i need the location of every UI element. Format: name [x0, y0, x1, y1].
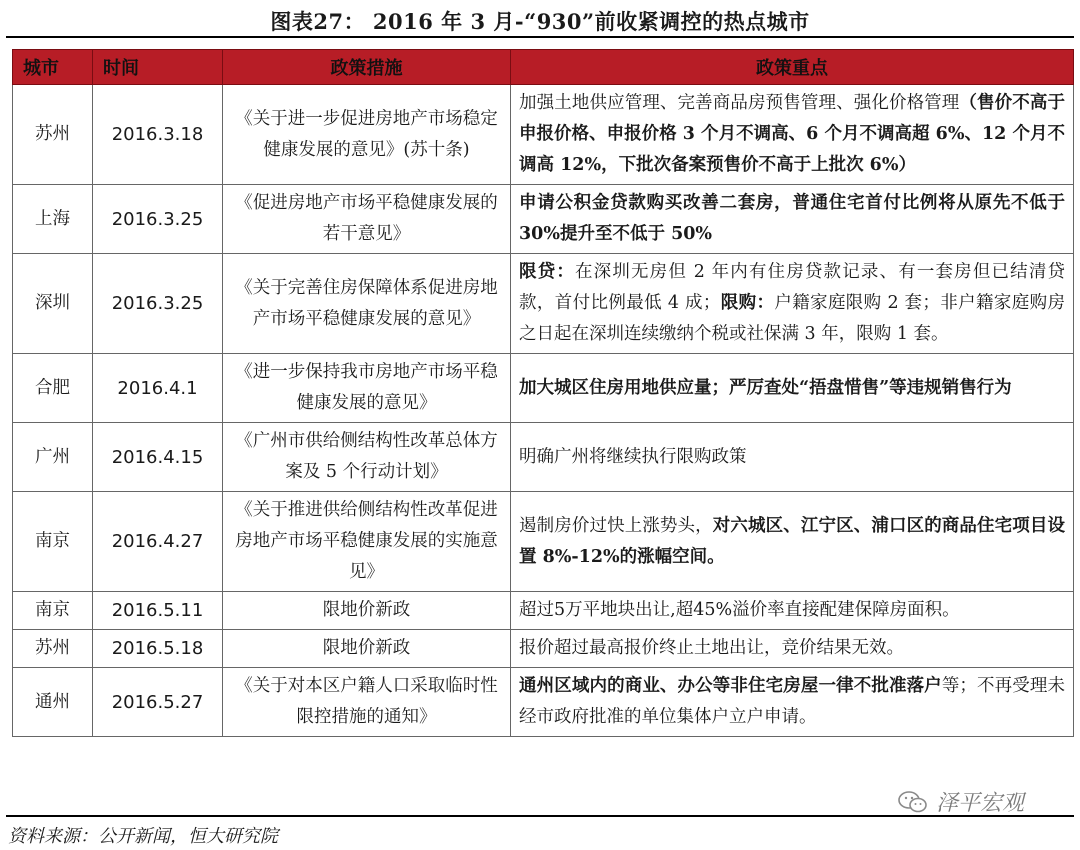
focus-segment: 遏制房价过快上涨势头， — [519, 515, 713, 536]
cell-focus — [511, 423, 1074, 492]
focus-segment: 对六城区、江宁区、浦口区的商品住宅项目设置 8%-12%的涨幅空间。 — [519, 515, 1066, 567]
wechat-icon — [898, 790, 928, 814]
table-row — [13, 423, 1074, 492]
table-row — [13, 592, 1074, 630]
focus-segment: 限购： — [720, 293, 775, 313]
cell-focus — [511, 354, 1074, 423]
cell-city: 南京 — [13, 592, 93, 630]
table-row — [13, 85, 1074, 185]
cell-city: 深圳 — [13, 254, 93, 354]
table-row — [13, 354, 1074, 423]
cell-focus — [511, 592, 1074, 630]
header-date: 时间 — [93, 50, 223, 85]
figure-title: 图表27： 2016 年 3 月-“930”前收紧调控的热点城市 — [270, 9, 810, 34]
cell-focus — [511, 185, 1074, 254]
focus-segment: 在深圳无房但 2 年内有住房贷款记录、有一套房但已结清贷款，首付比例最低 4 成； — [519, 262, 1066, 313]
cell-focus — [511, 254, 1074, 354]
table-row — [13, 254, 1074, 354]
cell-date: 2016.3.25 — [93, 185, 223, 254]
focus-segment: （售价不高于申报价格、申报价格 3 个月不调高、6 个月不调高超 6%、12 个月不调高 12%，下批次备案预售价不高于上批次 6%） — [519, 93, 1066, 175]
table-row — [13, 630, 1074, 668]
cell-measure: 《关于对本区户籍人口采取临时性限控措施的通知》 — [223, 668, 511, 737]
cell-measure: 《进一步保持我市房地产市场平稳健康发展的意见》 — [223, 354, 511, 423]
cell-date: 2016.4.1 — [93, 354, 223, 423]
table-row — [13, 492, 1074, 592]
cell-focus — [511, 85, 1074, 185]
cell-date: 2016.3.18 — [93, 85, 223, 185]
focus-segment: 等；不再受理未经市政府批准的单位集体户立户申请。 — [519, 676, 1066, 727]
cell-date: 2016.4.15 — [93, 423, 223, 492]
table-row — [13, 185, 1074, 254]
focus-segment: 申请公积金贷款购买改善二套房，普通住宅首付比例将从原先不低于 30%提升至不低于 50% — [519, 193, 1065, 244]
cell-date: 2016.4.27 — [93, 492, 223, 592]
focus-segment: 超过5万平地块出让,超45%溢价率直接配建保障房面积。 — [519, 600, 960, 620]
cell-focus — [511, 492, 1074, 592]
cell-date: 2016.3.25 — [93, 254, 223, 354]
table-row — [13, 668, 1074, 737]
header-focus: 政策重点 — [511, 50, 1074, 85]
cell-measure: 《关于进一步促进房地产市场稳定健康发展的意见》(苏十条) — [223, 85, 511, 185]
cell-city: 上海 — [13, 185, 93, 254]
table-header-row — [13, 50, 1074, 85]
focus-segment: 户籍家庭限购 2 套；非户籍家庭购房之日起在深圳连续缴纳个税或社保满 3 年，限购 1 套。 — [519, 293, 1066, 344]
cell-city: 广州 — [13, 423, 93, 492]
cell-measure: 《关于推进供给侧结构性改革促进房地产市场平稳健康发展的实施意见》 — [223, 492, 511, 592]
cell-focus — [511, 630, 1074, 668]
focus-segment: 加强土地供应管理、完善商品房预售管理、强化价格管理 — [519, 93, 960, 113]
focus-segment: 明确广州将继续执行限购政策 — [519, 446, 747, 467]
cell-city: 合肥 — [13, 354, 93, 423]
cell-city: 苏州 — [13, 85, 93, 185]
cell-measure: 《广州市供给侧结构性改革总体方案及 5 个行动计划》 — [223, 423, 511, 492]
cell-date: 2016.5.18 — [93, 630, 223, 668]
cell-measure: 《促进房地产市场平稳健康发展的若干意见》 — [223, 185, 511, 254]
cell-measure: 《关于完善住房保障体系促进房地产市场平稳健康发展的意见》 — [223, 254, 511, 354]
watermark — [898, 786, 1024, 817]
cell-measure: 限地价新政 — [223, 630, 511, 668]
focus-segment: 报价超过最高报价终止土地出让，竞价结果无效。 — [519, 638, 904, 658]
header-measure: 政策措施 — [223, 50, 511, 85]
table-body — [13, 85, 1074, 737]
focus-segment: 通州区域内的商业、办公等非住宅房屋一律不批准落户 — [519, 676, 942, 696]
header-city: 城市 — [13, 50, 93, 85]
policy-table — [12, 49, 1074, 737]
cell-measure: 限地价新政 — [223, 592, 511, 630]
cell-city: 南京 — [13, 492, 93, 592]
source-note: 资料来源：公开新闻，恒大研究院 — [8, 826, 278, 847]
cell-city: 苏州 — [13, 630, 93, 668]
cell-focus — [511, 668, 1074, 737]
cell-date: 2016.5.27 — [93, 668, 223, 737]
focus-segment: 加大城区住房用地供应量；严厉查处“捂盘惜售”等违规销售行为 — [519, 377, 1012, 398]
focus-segment: 限贷： — [519, 262, 575, 282]
watermark-text: 泽平宏观 — [936, 791, 1025, 816]
cell-date: 2016.5.11 — [93, 592, 223, 630]
cell-city: 通州 — [13, 668, 93, 737]
top-rule — [6, 36, 1074, 38]
